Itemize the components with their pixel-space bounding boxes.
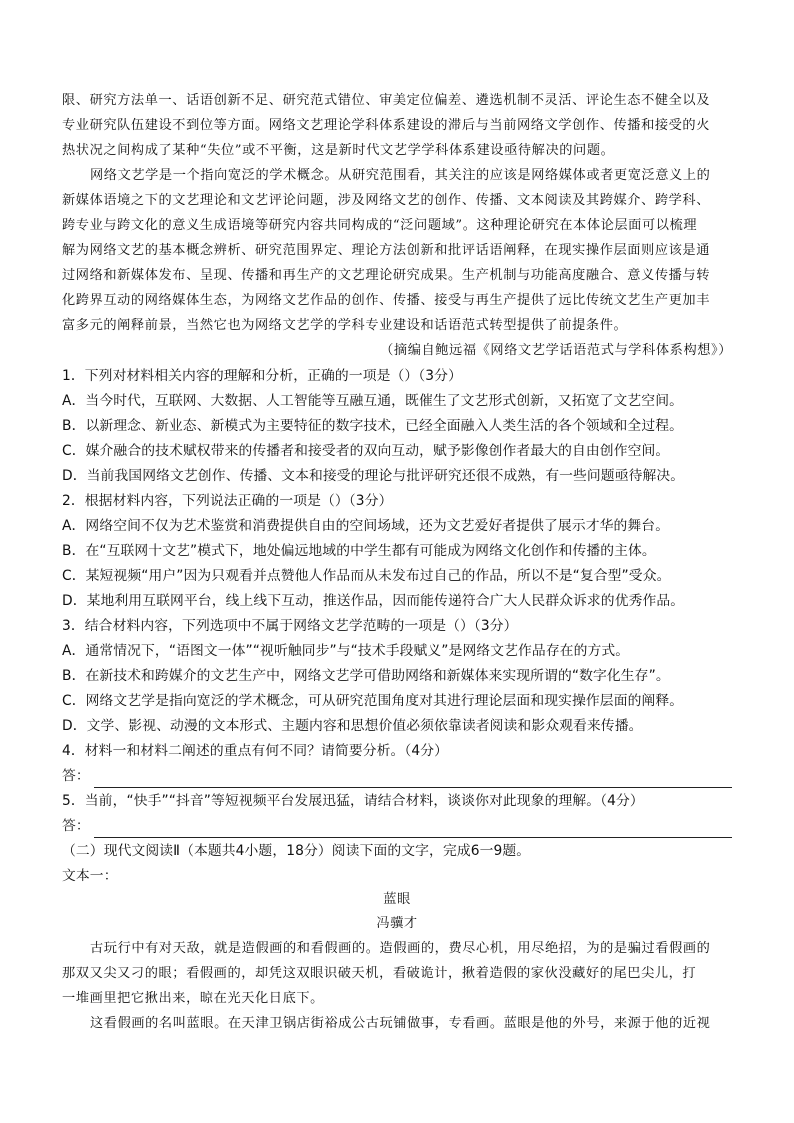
answer-label: 答： (62, 818, 90, 834)
question-5-stem: 5．当前，“快手”“抖音”等短视频平台发展迅猛，请结合材料，谈谈你对此现象的理解。（4分） (62, 793, 644, 809)
section-heading: （二）现代文阅读Ⅱ（本题共4小题，18分）阅读下面的文字，完成6一9题。 (62, 843, 531, 859)
question-1-option-a: A．当今时代，互联网、大数据、人工智能等互融互通，既催生了文艺形式创新，又拓宽了文艺空间。 (62, 393, 683, 409)
passage-line: 解为网络文艺的基本概念辨析、研究范围界定、理论方法创新和批评话语阐释，在现实操作层面则应该是通 (62, 243, 711, 258)
question-1-option-c: C．媒介融合的技术赋权带来的传播者和接受者的双向互动，赋予影像创作者最大的自由创作空间。 (62, 443, 670, 459)
answer-blank[interactable] (94, 771, 732, 788)
passage-line: 热状况之间构成了某种“失位”或不平衡，这是新时代文艺学学科体系建设亟待解决的问题。 (62, 143, 615, 158)
question-1-option-b: B．以新理念、新业态、新模式为主要特征的数字技术，已经全面融入人类生活的各个领域和全过程。 (62, 418, 684, 434)
question-2-stem: 2．根据材料内容，下列说法正确的一项是（）（3分） (62, 493, 393, 509)
story-author: 冯骥才 (376, 916, 418, 931)
question-5-answer-line[interactable] (62, 814, 732, 838)
question-3-option-d: D．文学、影视、动漫的文本形式、主题内容和思想价值必须依靠读者阅读和影众观看来传播。 (62, 718, 643, 734)
story-line: 一堆画里把它揪出来，晾在光天化日底下。 (62, 991, 324, 1006)
story-title: 蓝眼 (383, 892, 411, 907)
story-line: 那双又尖又刁的眼；看假画的，却凭这双眼识破天机，看破诡计，揪着造假的家伙没藏好的尾巴尖儿，打 (62, 966, 697, 981)
question-4-stem: 4．材料一和材料二阐述的重点有何不同？请简要分析。（4分） (62, 743, 449, 759)
question-3-option-b: B．在新技术和跨媒介的文艺生产中，网络文艺学可借助网络和新媒体来实现所谓的“数字化生存”。 (62, 668, 670, 684)
passage-line: 跨专业与跨文化的意义生成语境等研究内容共同构成的“泛问题域”。这种理论研究在本体论层面可以梳理 (62, 218, 698, 233)
passage-line: 专业研究队伍建设不到位等方面。网络文艺理论学科体系建设的滞后与当前网络文学创作、传播和接受的火 (62, 118, 711, 133)
question-2-option-a: A．网络空间不仅为艺术鉴赏和消费提供自由的空间场域，还为文艺爱好者提供了展示才华的舞台。 (62, 518, 670, 534)
passage-source: （摘编自鲍远福《网络文艺学话语范式与学科体系构想》） (380, 343, 732, 358)
question-3-option-c: C．网络文艺学是指向宽泛的学术概念，可从研究范围角度对其进行理论层面和现实操作层面的阐释。 (62, 693, 684, 709)
passage-line: 网络文艺学是一个指向宽泛的学术概念。从研究范围看，其关注的应该是网络媒体或者更宽泛意义上的 (90, 168, 711, 183)
question-1-stem: 1．下列对材料相关内容的理解和分析，正确的一项是（）（3分） (62, 368, 462, 384)
passage-line: 限、研究方法单一、话语创新不足、研究范式错位、审美定位偏差、遴选机制不灵活、评论生态不健全以及 (62, 93, 711, 108)
question-2-option-b: B．在“互联网十文艺”模式下，地处偏远地域的中学生都有可能成为网络文化创作和传播的主体。 (62, 543, 656, 559)
passage-line: 新媒体语境之下的文艺理论和文艺评论问题，涉及网络文艺的创作、传播、文本阅读及其跨媒介、跨学科、 (62, 193, 711, 208)
answer-label: 答： (62, 768, 90, 784)
question-1-option-d: D．当前我国网络文艺创作、传播、文本和接受的理论与批评研究还很不成熟，有一些问题亟待解决。 (62, 468, 685, 484)
question-3-option-a: A．通常情况下，“语图文一体”“视听触同步”与“技术手段赋义”是网络文艺作品存在的方式。 (62, 643, 630, 659)
passage-line: 过网络和新媒体发布、呈现、传播和再生产的文艺理论研究成果。生产机制与功能高度融合、意义传播与转 (62, 268, 711, 283)
question-2-option-c: C．某短视频“用户”因为只观看并点赞他人作品而从未发布过自己的作品，所以不是“复合型”受众。 (62, 568, 671, 584)
passage-line: 化跨界互动的网络媒体生态，为网络文艺作品的创作、传播、接受与再生产提供了远比传统文艺生产更加丰 (62, 293, 711, 308)
story-line: 这看假画的名叫蓝眼。在天津卫锅店街裕成公古玩铺做事，专看画。蓝眼是他的外号，来源于他的近视 (90, 1016, 711, 1031)
passage-line: 富多元的阐释前景，当然它也为网络文艺学的学科专业建设和话语范式转型提供了前提条件。 (62, 318, 628, 333)
question-2-option-d: D．某地利用互联网平台，线上线下互动，推送作品，因而能传递符合广大人民群众诉求的优秀作品。 (62, 593, 685, 609)
text-label: 文本一： (62, 868, 118, 884)
question-3-stem: 3．结合材料内容，下列选项中不属于网络文艺学范畴的一项是（）（3分） (62, 618, 518, 634)
question-4-answer-line[interactable] (62, 764, 732, 788)
answer-blank[interactable] (94, 821, 732, 838)
story-line: 古玩行中有对天敌，就是造假画的和看假画的。造假画的，费尽心机，用尽绝招，为的是骗过看假画的 (90, 941, 711, 956)
